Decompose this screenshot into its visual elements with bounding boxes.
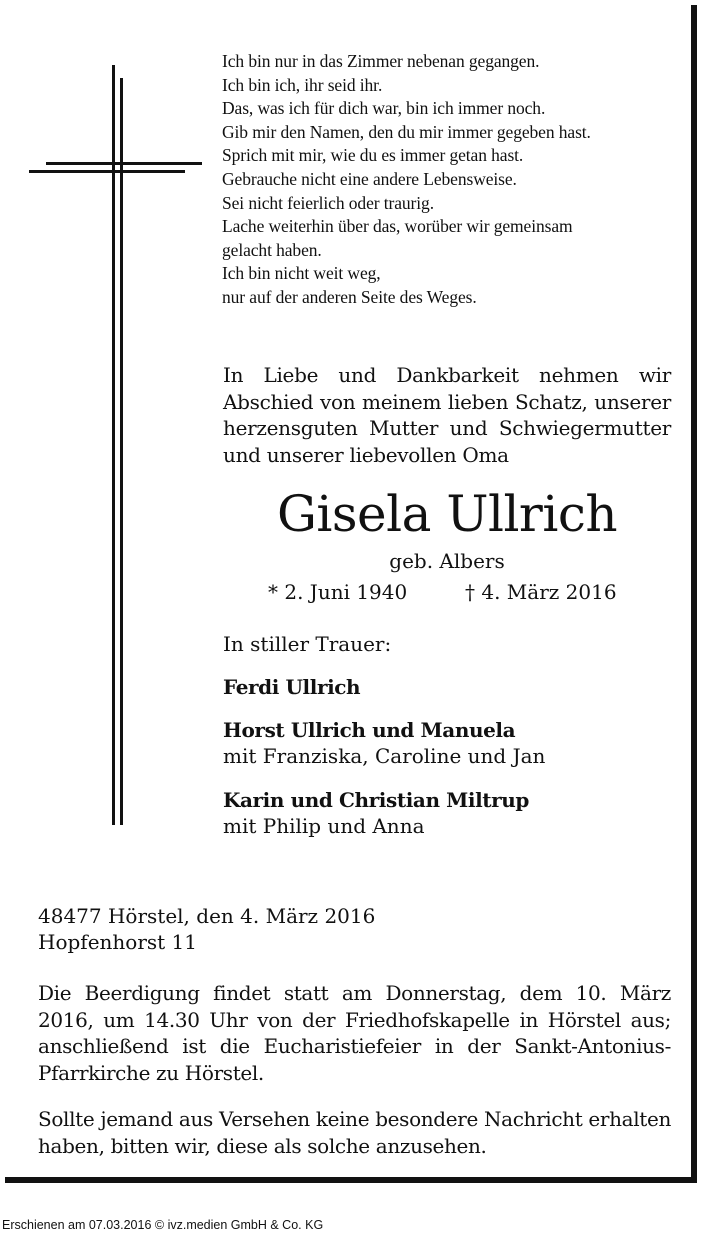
poem-line: Das, was ich für dich war, bin ich immer noch. — [222, 98, 546, 119]
mourner-family: mit Franziska, Caroline und Jan — [223, 744, 546, 768]
poem-line: Ich bin nur in das Zimmer nebenan gegangen. — [222, 51, 540, 71]
mourner-family: mit Philip und Anna — [223, 814, 425, 838]
mourner-name: Ferdi Ullrich — [223, 675, 361, 699]
death-date: † 4. März 2016 — [465, 580, 617, 604]
funeral-info: Die Beerdigung findet statt am Donnerstag, dem 10. März 2016, um 14.30 Uhr von der Friedhofskapelle in Hörstel aus; anschließend ist die Eucharistiefeier in der Sankt-Antonius-Pfarrkirche zu Hörstel. — [38, 981, 671, 1085]
mourner-entry — [223, 674, 360, 700]
poem-line: Gib mir den Namen, den du mir immer gegeben hast. — [222, 121, 591, 142]
publication-footer: Erschienen am 07.03.2016 © ivz.medien GmbH & Co. KG — [2, 1218, 324, 1232]
mourner-entry — [223, 787, 529, 839]
poem-line: gelacht haben. — [222, 239, 322, 260]
place-date: 48477 Hörstel, den 4. März 2016 — [38, 904, 376, 928]
poem — [222, 50, 692, 310]
poem-line: nur auf der anderen Seite des Weges. — [222, 286, 477, 307]
mourner-name: Karin und Christian Miltrup — [223, 788, 529, 812]
poem-line: Gebrauche nicht eine andere Lebensweise. — [222, 168, 517, 189]
poem-line: Ich bin nicht weit weg, — [222, 263, 381, 284]
deceased-name: Gisela Ullrich — [276, 485, 618, 543]
poem-line: Sprich mit mir, wie du es immer getan hast. — [222, 145, 524, 166]
place-and-address — [38, 903, 375, 955]
life-dates — [268, 580, 672, 604]
mourner-name: Horst Ullrich und Manuela — [223, 718, 516, 742]
address: Hopfenhorst 11 — [38, 930, 197, 954]
notification-note: Sollte jemand aus Versehen keine besondere Nachricht erhalten haben, bitten wir, diese als solche anzusehen. — [38, 1107, 671, 1158]
maiden-name: geb. Albers — [389, 549, 505, 573]
intro-text: In Liebe und Dankbarkeit nehmen wir Abschied von meinem lieben Schatz, unserer herzensguten Mutter und Schwiegermutter und unserer liebevollen Oma — [223, 363, 671, 467]
poem-line: Ich bin ich, ihr seid ihr. — [222, 74, 383, 95]
mourner-entry — [223, 717, 545, 769]
birth-date: * 2. Juni 1940 — [268, 580, 408, 604]
poem-line: Lache weiterhin über das, worüber wir gemeinsam — [222, 216, 573, 237]
poem-line: Sei nicht feierlich oder traurig. — [222, 192, 434, 213]
mourning-label: In stiller Trauer: — [223, 632, 392, 656]
